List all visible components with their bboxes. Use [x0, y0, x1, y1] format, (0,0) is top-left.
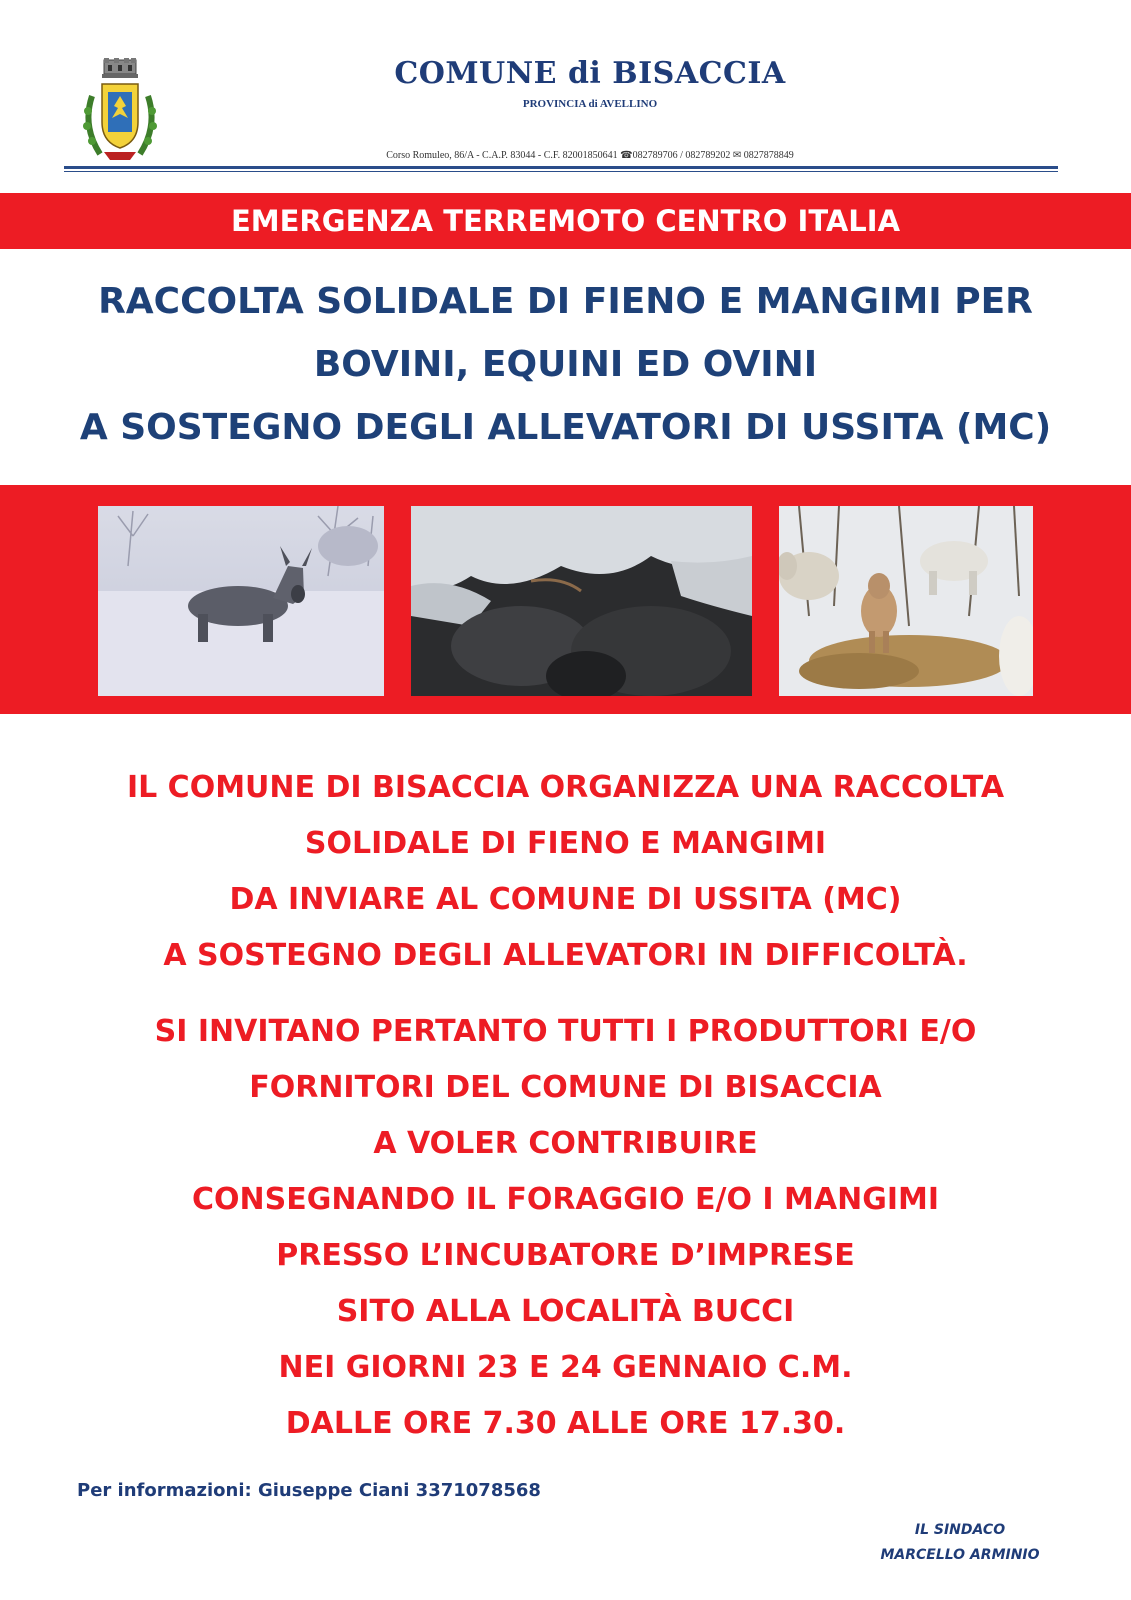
- invitation-line: CONSEGNANDO IL FORAGGIO E/O I MANGIMI: [191, 1182, 939, 1217]
- invitation-paragraph: [30, 1004, 1101, 1452]
- announcement-line: IL COMUNE DI BISACCIA ORGANIZZA UNA RACCOLTA: [126, 770, 1005, 805]
- contact-info: Per informazioni: Giuseppe Ciani 3371078568: [77, 1480, 541, 1501]
- invitation-line: A VOLER CONTRIBUIRE: [373, 1126, 758, 1161]
- announcement-line: DA INVIARE AL COMUNE DI USSITA (MC): [229, 882, 902, 917]
- municipality-title: COMUNE di BISACCIA: [394, 56, 786, 91]
- invitation-line: DALLE ORE 7.30 ALLE ORE 17.30.: [285, 1406, 846, 1441]
- coat-of-arms-icon: [78, 56, 162, 166]
- signature-name: MARCELLO ARMINIO: [880, 1547, 1040, 1563]
- signature-title: IL SINDACO: [914, 1522, 1006, 1538]
- headline-line: RACCOLTA SOLIDALE DI FIENO E MANGIMI PER: [98, 281, 1033, 322]
- announcement-line: SOLIDALE DI FIENO E MANGIMI: [304, 826, 827, 861]
- headline-line: BOVINI, EQUINI ED OVINI: [313, 344, 818, 385]
- donkey-in-snow-photo: [98, 506, 384, 696]
- headline-line: A SOSTEGNO DEGLI ALLEVATORI DI USSITA (MC): [79, 407, 1052, 448]
- announcement-paragraph: [30, 760, 1101, 984]
- snow-covered-rubble-photo: [411, 506, 752, 696]
- announcement-line: A SOSTEGNO DEGLI ALLEVATORI IN DIFFICOLTÀ.: [163, 938, 968, 973]
- photo-band: [0, 485, 1131, 714]
- invitation-line: SI INVITANO PERTANTO TUTTI I PRODUTTORI E/O: [154, 1014, 977, 1049]
- invitation-line: PRESSO L’INCUBATORE D’IMPRESE: [276, 1238, 855, 1273]
- province-subtitle: PROVINCIA di AVELLINO: [522, 98, 658, 110]
- headline: [30, 270, 1101, 459]
- invitation-line: SITO ALLA LOCALITÀ BUCCI: [336, 1294, 795, 1329]
- invitation-line: NEI GIORNI 23 E 24 GENNAIO C.M.: [278, 1350, 853, 1385]
- address-line: Corso Romuleo, 86/A - C.A.P. 83044 - C.F. 82001850641 ☎082789706 / 082789202 ✉ 0827878849: [386, 150, 794, 161]
- letterhead-divider-thin: [64, 171, 1058, 172]
- invitation-line: FORNITORI DEL COMUNE DI BISACCIA: [249, 1070, 882, 1105]
- emergency-banner: EMERGENZA TERREMOTO CENTRO ITALIA: [0, 193, 1131, 249]
- letterhead-divider: [64, 166, 1058, 169]
- mayor-signature: [860, 1518, 1060, 1568]
- cattle-in-snow-with-hay-photo: [779, 506, 1033, 696]
